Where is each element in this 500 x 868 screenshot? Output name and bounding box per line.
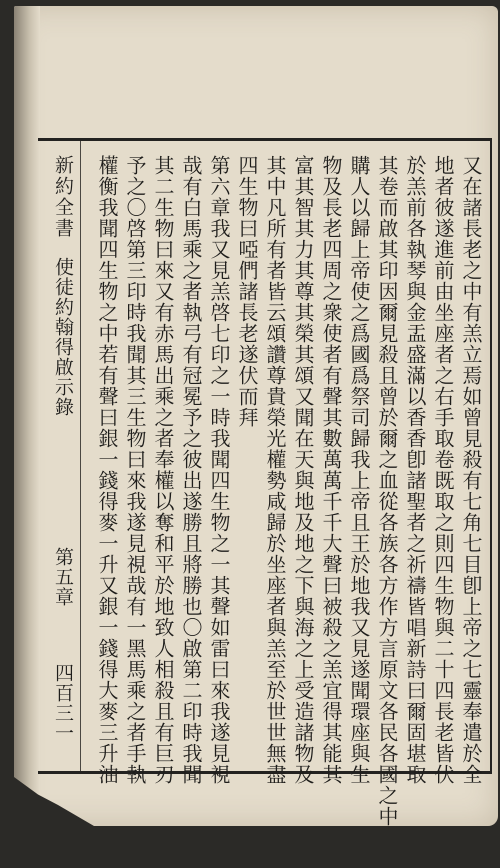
text-column: 購人以歸上帝使之爲國爲祭司歸我上帝且王於地我又見遂聞環座與生: [347, 155, 371, 785]
page-number: 四百三一: [52, 663, 74, 743]
text-column: 又在諸長老之中有羔立焉如曾見殺有七角七目卽上帝之七靈奉遣於全: [459, 155, 483, 785]
text-frame: [38, 138, 492, 827]
chapter-label: 第五章: [52, 547, 74, 607]
text-column: 第六章我又見羔啓七印之一時我聞四生物之一其聲如雷曰來我遂見視: [207, 155, 231, 785]
text-column: 權衡我聞四生物之中若有聲曰銀一錢得麥一升又銀一錢得大麥三升油: [95, 155, 119, 785]
text-column: 其二生物曰來又有赤馬出乘之者奉權以奪和平於地致人相殺且有巨刃: [151, 155, 175, 785]
text-column: 其中凡所有者皆云頌讚尊貴榮光權勢咸歸於坐座者與羔至於世世無盡: [263, 155, 287, 785]
text-column: 四生物曰啞們諸長老遂伏而拜: [235, 155, 259, 428]
book-name: 使徒約翰得啟示錄: [52, 257, 74, 417]
text-column: 其卷而啟其印因爾見殺且曾於爾之血從各族各方作方言原文各民各國之中: [375, 155, 399, 827]
book-title: 新約全書: [52, 155, 74, 239]
book-page: [14, 6, 498, 826]
running-header: [50, 155, 74, 761]
page-gutter-shadow: [14, 6, 40, 826]
text-column: 哉有白馬乘之者執弓有冠冕予之彼出遂勝且將勝也〇啟第二印時我聞: [179, 155, 203, 785]
text-column: 物及長老四周之衆使者有聲其數萬萬千千大聲曰被殺之羔宜得其能其: [319, 155, 343, 785]
text-column: 地者彼遂進前由坐座者之右手取卷既取之則四生物與二十四長老皆伏: [431, 155, 455, 785]
header-divider-rule: [80, 141, 81, 771]
text-column: 予之〇啓第三印時我聞其三生物曰來我遂見視哉有一黑馬乘之者手執: [123, 155, 147, 785]
text-column: 於羔前各執琴與金盂盛滿以香香卽諸聖者之祈禱皆唱新詩曰爾固堪取: [403, 155, 427, 785]
text-column: 富其智其力其尊其榮其頌又聞在天與地及地之下與海之上受造諸物及: [291, 155, 315, 785]
